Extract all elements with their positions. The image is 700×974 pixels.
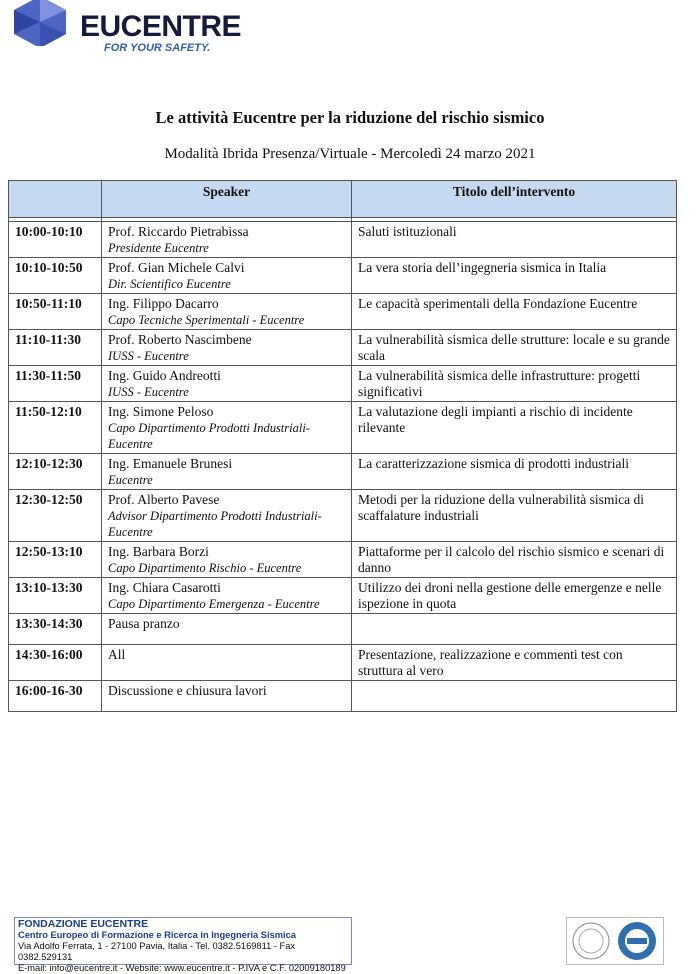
table-row [9, 614, 677, 645]
table-row [9, 645, 677, 681]
row-speaker-cell [102, 402, 352, 454]
certification-seal-icon [567, 918, 663, 964]
row-time: 11:10-11:30 [9, 330, 102, 366]
table-row [9, 681, 677, 712]
row-time: 13:10-13:30 [9, 578, 102, 614]
row-talk: Presentazione, realizzazione e commenti test con struttura al vero [352, 645, 677, 681]
row-role: Capo Dipartimento Prodotti Industriali-Eucentre [108, 421, 310, 451]
eucentre-logo [8, 0, 248, 56]
row-role: IUSS - Eucentre [108, 349, 189, 363]
row-role: Presidente Eucentre [108, 241, 209, 255]
row-talk: Piattaforme per il calcolo del rischio sismico e scenari di danno [352, 542, 677, 578]
row-role: IUSS - Eucentre [108, 385, 189, 399]
row-role: Capo Tecniche Sperimentali - Eucentre [108, 313, 305, 327]
row-time: 16:00-16-30 [9, 681, 102, 712]
row-time: 10:10-10:50 [9, 258, 102, 294]
table-row [9, 454, 677, 490]
table-row [9, 578, 677, 614]
row-speaker: Ing. Simone Peloso [108, 404, 214, 419]
agenda-table [8, 180, 677, 712]
row-speaker: Ing. Emanuele Brunesi [108, 456, 233, 471]
logo-hexagon-icon [8, 0, 72, 46]
row-speaker-cell [102, 294, 352, 330]
row-speaker: Prof. Alberto Pavese [108, 492, 220, 507]
footer-address-box [14, 917, 352, 973]
table-row [9, 258, 677, 294]
row-time: 10:00-10:10 [9, 222, 102, 258]
table-row [9, 402, 677, 454]
footer-org: FONDAZIONE EUCENTRE [18, 918, 149, 930]
row-speaker-cell [102, 645, 352, 681]
row-time: 11:30-11:50 [9, 366, 102, 402]
logo-tagline: FOR YOUR SAFETY. [104, 42, 211, 54]
row-speaker: Prof. Roberto Nascimbene [108, 332, 252, 347]
footer-fullname: Centro Europeo di Formazione e Ricerca in Ingegneria Sismica [18, 930, 296, 940]
row-role: Capo Dipartimento Emergenza - Eucentre [108, 597, 320, 611]
row-speaker-cell [102, 366, 352, 402]
row-role: Dir. Scientifico Eucentre [108, 277, 231, 291]
row-time: 14:30-16:00 [9, 645, 102, 681]
row-role: Capo Dipartimento Rischio - Eucentre [108, 561, 302, 575]
certification-badges [566, 917, 664, 965]
row-speaker-cell [102, 258, 352, 294]
footer-contacts: E-mail: info@eucentre.it - Website: www.eucentre.it - P.IVA e C.F. 02009180189 [18, 963, 346, 973]
row-speaker-cell [102, 614, 352, 645]
row-speaker-cell [102, 578, 352, 614]
row-talk: Saluti istituzionali [352, 222, 677, 258]
page-title: Le attività Eucentre per la riduzione del rischio sismico [155, 108, 545, 127]
row-role: Advisor Dipartimento Prodotti Industriali-Eucentre [108, 509, 322, 539]
row-speaker-cell [102, 542, 352, 578]
row-talk: Metodi per la riduzione della vulnerabilità sismica di scaffalature industriali [352, 490, 677, 542]
row-talk: Le capacità sperimentali della Fondazione Eucentre [352, 294, 677, 330]
row-speaker: Discussione e chiusura lavori [108, 683, 267, 698]
row-time: 13:30-14:30 [9, 614, 102, 645]
row-speaker: Ing. Chiara Casarotti [108, 580, 221, 595]
row-talk: Utilizzo dei droni nella gestione delle emergenze e nelle ispezione in quota [352, 578, 677, 614]
row-talk: La valutazione degli impianti a rischio di incidente rilevante [352, 402, 677, 454]
table-row [9, 330, 677, 366]
table-row [9, 294, 677, 330]
row-talk: La vera storia dell’ingegneria sismica in Italia [352, 258, 677, 294]
row-speaker: Ing. Filippo Dacarro [108, 296, 219, 311]
header-time [9, 181, 102, 218]
row-speaker: Prof. Gian Michele Calvi [108, 260, 245, 275]
row-talk: La vulnerabilità sismica delle strutture: locale e su grande scala [352, 330, 677, 366]
row-time: 10:50-11:10 [9, 294, 102, 330]
row-talk [352, 681, 677, 712]
table-header-row [9, 181, 677, 218]
row-talk: La vulnerabilità sismica delle infrastrutture: progetti significativi [352, 366, 677, 402]
table-row [9, 490, 677, 542]
row-speaker-cell [102, 330, 352, 366]
row-speaker: Ing. Guido Andreotti [108, 368, 221, 383]
row-speaker: Prof. Riccardo Pietrabissa [108, 224, 249, 239]
row-talk: La caratterizzazione sismica di prodotti industriali [352, 454, 677, 490]
row-speaker-cell [102, 681, 352, 712]
row-speaker-cell [102, 222, 352, 258]
table-row [9, 222, 677, 258]
row-speaker-cell [102, 490, 352, 542]
table-row [9, 366, 677, 402]
row-speaker: Ing. Barbara Borzi [108, 544, 209, 559]
logo-name: EUCENTRE [80, 10, 242, 43]
row-speaker: Pausa pranzo [108, 616, 180, 631]
row-talk [352, 614, 677, 645]
row-speaker-cell [102, 454, 352, 490]
table-row [9, 542, 677, 578]
header-speaker: Speaker [102, 181, 352, 218]
row-time: 12:30-12:50 [9, 490, 102, 542]
row-role: Eucentre [108, 473, 153, 487]
page-subtitle: Modalità Ibrida Presenza/Virtuale - Mercoledì 24 marzo 2021 [164, 146, 536, 162]
footer-address: Via Adolfo Ferrata, 1 - 27100 Pavia, Italia - Tel. 0382.5169811 - Fax 0382.529131 [18, 941, 296, 962]
row-speaker: All [108, 647, 126, 662]
row-time: 11:50-12:10 [9, 402, 102, 454]
header-talk: Titolo dell’intervento [352, 181, 677, 218]
row-time: 12:10-12:30 [9, 454, 102, 490]
row-time: 12:50-13:10 [9, 542, 102, 578]
